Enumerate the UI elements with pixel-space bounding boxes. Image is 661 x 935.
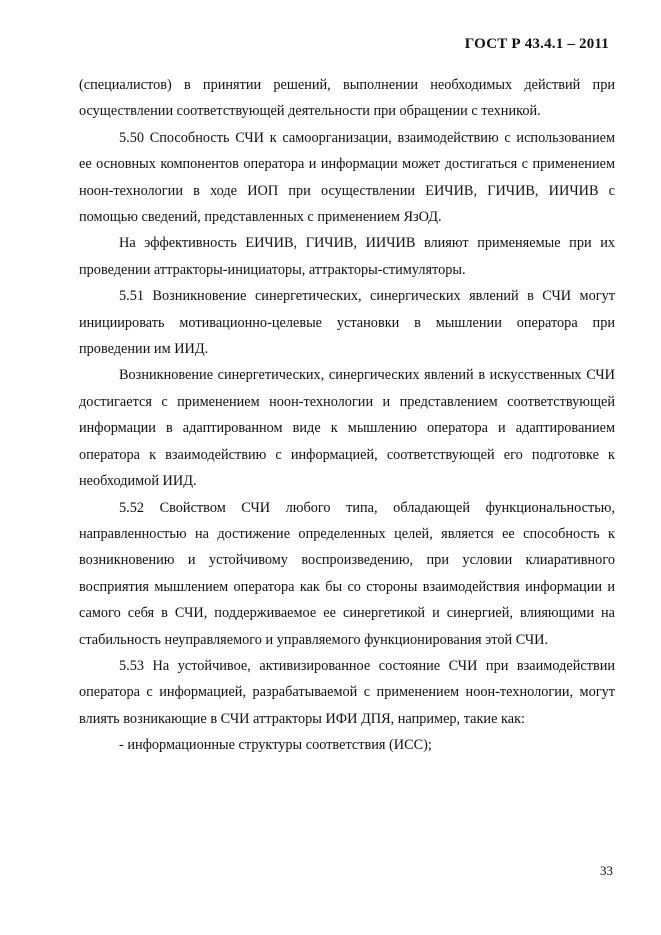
document-body	[79, 72, 615, 759]
paragraph-efficiency: На эффективность ЕИЧИВ, ГИЧИВ, ИИЧИВ влияют применяемые при их проведении аттракторы-инициаторы, аттракторы-стимуляторы.	[79, 235, 615, 278]
paragraph-5-50: 5.50 Способность СЧИ к самоорганизации, взаимодействию с использованием ее основных компонентов оператора и информации может достигаться с применением ноон-технологии в ходе ИОП при осуществлении ЕИЧИВ, ГИЧИВ, ИИЧИВ с помощью сведений, представленных с применением ЯзОД.	[79, 129, 615, 226]
paragraph-5-53: 5.53 На устойчивое, активизированное состояние СЧИ при взаимодействии оператора с информацией, разрабатываемой с применением ноон-технологии, могут влиять возникающие в СЧИ аттракторы ИФИ ДПЯ, например, такие как:	[79, 657, 615, 727]
paragraph-continuation: (специалистов) в принятии решений, выполнении необходимых действий при осуществлении соответствующей деятельности при обращении с техникой.	[79, 77, 615, 120]
paragraph-5-51: 5.51 Возникновение синергетических, синергических явлений в СЧИ могут инициировать мотивационно-целевые установки в мышлении оператора при проведении им ИИД.	[79, 288, 615, 358]
paragraph-emergence: Возникновение синергетических, синергических явлений в искусственных СЧИ достигается с применением ноон-технологии и представлением соответствующей информации в адаптированном виде к мышлению оператора и адаптированием оператора к взаимодействию с информацией, соответствующей его подготовке к необходимой ИИД.	[79, 367, 615, 490]
list-item-iss: - информационные структуры соответствия (ИСС);	[119, 737, 432, 754]
paragraph-5-52: 5.52 Свойством СЧИ любого типа, обладающей функциональностью, направленностью на достижение определенных целей, является ее способность к возникновению и устойчивому воспроизведению, при условии клиаративного восприятия мышлением оператора как бы со стороны взаимодействия информации и самого себя в СЧИ, поддерживаемое ее синергетикой и синергией, влияющими на стабильность неуправляемого и управляемого функционирования этой СЧИ.	[79, 499, 615, 648]
document-code-header: ГОСТ Р 43.4.1 – 2011	[464, 36, 609, 52]
page-number: 33	[600, 863, 613, 878]
